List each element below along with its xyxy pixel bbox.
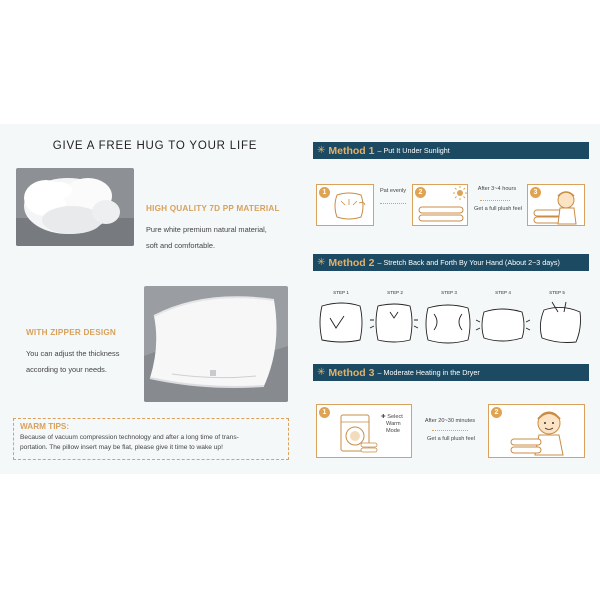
- washing-machine-icon: [335, 413, 379, 455]
- method-3-step-2: [488, 404, 585, 458]
- note-line: Warm: [386, 421, 401, 427]
- method-name: Method 1: [328, 144, 375, 157]
- step-label: STEP 3: [441, 290, 457, 295]
- feature-line: You can adjust the thickness: [26, 349, 120, 358]
- method-name: Method 2: [328, 256, 375, 269]
- note-line: ✚ Select: [381, 414, 403, 420]
- plush-feel-note: Get a full plush feel: [474, 206, 522, 212]
- arrow-connector: [380, 203, 406, 204]
- page-title: GIVE A FREE HUG TO YOUR LIFE: [52, 140, 258, 152]
- pp-fiber-photo: [16, 168, 134, 246]
- step-number: 2: [415, 187, 426, 198]
- method-description: – Put It Under Sunlight: [377, 146, 450, 155]
- person-hugging-icon: [532, 188, 584, 226]
- note-line: Mode: [386, 428, 400, 434]
- step-number: 3: [530, 187, 541, 198]
- pat-evenly-note: Pat evenly: [379, 188, 407, 194]
- arrow-connector: [480, 200, 510, 201]
- feature-heading-zipper: WITH ZIPPER DESIGN: [26, 328, 117, 337]
- after-minutes-note: After 20~30 minutes: [424, 418, 476, 424]
- step-label: STEP 4: [495, 290, 511, 295]
- step-label: STEP 2: [387, 290, 403, 295]
- step-label: STEP 1: [333, 290, 349, 295]
- asterisk-star-icon: ✳: [317, 257, 326, 268]
- method-2-header: [313, 254, 589, 271]
- method-1-header: [313, 142, 589, 159]
- method-3-step-1: [316, 404, 412, 458]
- method-1-step-1: [316, 184, 374, 226]
- warm-tips-box: [13, 418, 289, 460]
- sun-icon: [453, 186, 467, 200]
- select-warm-mode-note: [381, 414, 403, 435]
- step-number: 1: [319, 187, 330, 198]
- feature-line: Pure white premium natural material,: [146, 225, 267, 234]
- feature-heading-material: HIGH QUALITY 7D PP MATERIAL: [146, 204, 280, 213]
- warm-tips-text: [20, 433, 282, 453]
- feature-line: soft and comfortable.: [146, 241, 216, 250]
- method-description: – Stretch Back and Forth By Your Hand (About 2~3 days): [377, 258, 560, 267]
- flat-pillows-icon: [417, 203, 465, 225]
- method-3-header: [313, 364, 589, 381]
- asterisk-star-icon: ✳: [317, 145, 326, 156]
- feature-line: according to your needs.: [26, 365, 107, 374]
- method-1-step-3: [527, 184, 585, 226]
- note-text: Select: [387, 414, 403, 420]
- feature-text-material: [146, 222, 296, 254]
- pillow-zipper-photo: [144, 286, 288, 402]
- arrow-connector: [432, 430, 468, 431]
- pillow-icon: [331, 189, 367, 223]
- step-number: 1: [319, 407, 330, 418]
- plush-feel-note: Get a full plush feel: [427, 436, 475, 442]
- hand-icon: [320, 303, 362, 342]
- stretch-steps-illustration: [316, 298, 586, 348]
- warm-tips-line: Because of vacuum compression technology and after a long time of trans-: [20, 434, 239, 441]
- after-hours-note: After 3~4 hours: [477, 186, 517, 192]
- asterisk-star-icon: ✳: [317, 367, 326, 378]
- warm-tips-line: portation. The pillow insert may be flat, please give it time to wake up!: [20, 444, 223, 451]
- product-info-panel: [0, 124, 600, 474]
- feature-text-zipper: [26, 346, 146, 378]
- method-description: – Moderate Heating in the Dryer: [377, 368, 480, 377]
- warm-tips-title: WARM TIPS:: [20, 422, 70, 431]
- method-name: Method 3: [328, 366, 375, 379]
- method-1-step-2: [412, 184, 468, 226]
- step-label: STEP 5: [549, 290, 565, 295]
- step-number: 2: [491, 407, 502, 418]
- person-hugging-icon: [509, 407, 579, 457]
